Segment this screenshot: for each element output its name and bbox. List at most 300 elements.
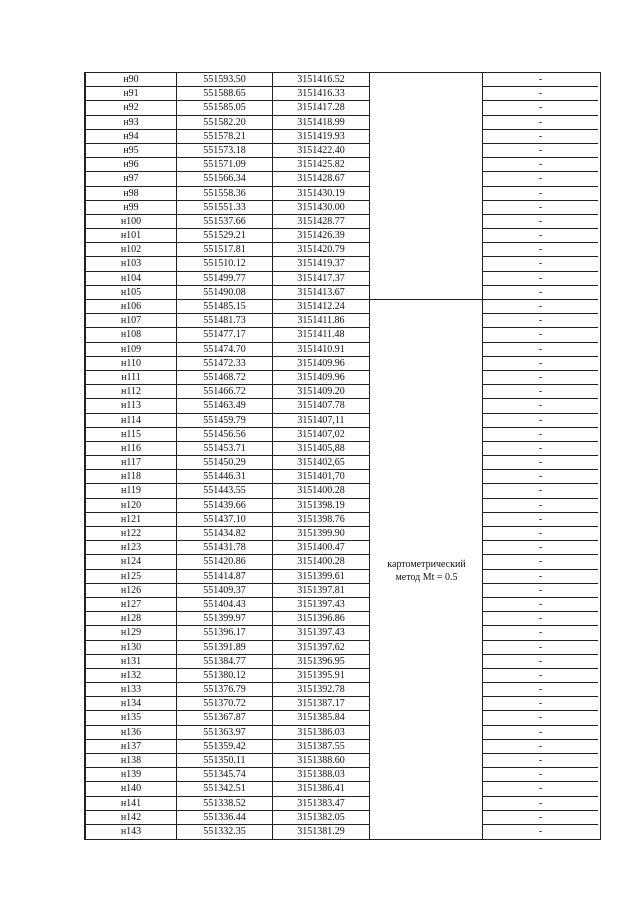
accuracy-cell: - [483,414,598,428]
table-row [85,229,600,243]
table-row [85,130,600,144]
table-row [85,655,600,669]
method-column-cell [370,811,483,825]
x-coordinate-cell: 551396.17 [177,626,273,640]
table-row [85,385,600,399]
accuracy-cell: - [483,357,598,371]
y-coordinate-cell: 3151388.60 [273,754,370,768]
table-row [85,669,600,683]
x-coordinate-cell: 551439.66 [177,499,273,513]
point-cell: н141 [85,797,177,811]
accuracy-cell: - [483,442,598,456]
x-coordinate-cell: 551456.56 [177,428,273,442]
method-column-cell [370,371,483,385]
x-coordinate-cell: 551399.97 [177,612,273,626]
table-row [85,272,600,286]
point-cell: н137 [85,740,177,754]
y-coordinate-cell: 3151400.28 [273,555,370,569]
y-coordinate-cell: 3151400.47 [273,541,370,555]
table-row [85,768,600,782]
accuracy-cell: - [483,782,598,796]
x-coordinate-cell: 551453.71 [177,442,273,456]
method-column-cell [370,541,483,555]
y-coordinate-cell: 3151395.91 [273,669,370,683]
y-coordinate-cell: 3151398.19 [273,499,370,513]
accuracy-cell: - [483,385,598,399]
x-coordinate-cell: 551551.33 [177,201,273,215]
accuracy-cell: - [538,825,543,837]
method-column-cell [370,229,483,243]
method-column-cell [370,711,483,725]
table-row [85,626,600,640]
x-coordinate-cell: 551481.73 [177,314,273,328]
method-column-cell [370,456,483,470]
y-coordinate-cell: 3151416.33 [273,87,370,101]
y-coordinate-cell: 3151396.86 [273,612,370,626]
point-cell: н96 [85,158,177,172]
accuracy-cell: - [483,158,598,172]
method-column-cell [370,484,483,498]
point-cell: н94 [85,130,177,144]
accuracy-cell: - [483,527,598,541]
point-cell: н143 [85,825,177,839]
table-row [85,740,600,754]
method-column-cell [370,116,483,130]
point-cell: н101 [85,229,177,243]
method-column-cell [370,499,483,513]
accuracy-cell: - [483,343,598,357]
method-column-cell [370,598,483,612]
accuracy-cell: - [483,243,598,257]
y-coordinate-cell: 3151407.78 [273,399,370,413]
table-row [85,243,600,257]
table-row [85,470,600,484]
table-row [85,754,600,768]
method-column-cell [370,328,483,342]
accuracy-cell: - [483,300,598,314]
x-coordinate-cell: 551571.09 [177,158,273,172]
table-row [85,399,600,413]
table-row [85,711,600,725]
accuracy-cell: - [483,470,598,484]
x-coordinate-cell: 551510.12 [177,257,273,271]
x-coordinate-cell: 551404.43 [177,598,273,612]
point-cell: н128 [85,612,177,626]
y-coordinate-cell: 3151419.93 [273,130,370,144]
x-coordinate-cell: 551409.37 [177,584,273,598]
x-coordinate-cell: 551459.79 [177,414,273,428]
method-column-cell [370,144,483,158]
method-column-cell [370,257,483,271]
point-cell: н95 [85,144,177,158]
accuracy-cell: - [483,626,598,640]
table-row [85,499,600,513]
y-coordinate-cell: 3151386.03 [273,726,370,740]
method-note [370,558,483,584]
y-coordinate-cell: 3151430.19 [273,187,370,201]
accuracy-cell: - [483,371,598,385]
x-coordinate-cell: 551380.12 [177,669,273,683]
y-coordinate-cell: 3151419.37 [273,257,370,271]
point-cell: н102 [85,243,177,257]
method-line-2: метод Mt = 0.5 [395,572,458,583]
accuracy-cell: - [483,428,598,442]
point-cell: н107 [85,314,177,328]
y-coordinate-cell: 3151397.81 [273,584,370,598]
x-coordinate-cell: 551485.15 [177,300,273,314]
x-coordinate-cell: 551588.65 [177,87,273,101]
point-cell: н125 [85,570,177,584]
accuracy-cell: - [483,116,598,130]
y-coordinate-cell: 3151422.40 [273,144,370,158]
point-cell: н139 [85,768,177,782]
accuracy-cell: - [483,484,598,498]
x-coordinate-cell: 551332.35 [177,825,273,839]
y-coordinate-cell: 3151418.99 [273,116,370,130]
x-coordinate-cell: 551585.05 [177,101,273,115]
x-coordinate-cell: 551431.78 [177,541,273,555]
y-coordinate-cell: 3151392.78 [273,683,370,697]
method-column-cell [370,73,483,87]
method-column-cell [370,87,483,101]
accuracy-cell: - [483,740,598,754]
method-column-cell [370,187,483,201]
table-row [85,158,600,172]
x-coordinate-cell: 551434.82 [177,527,273,541]
y-coordinate-cell: 3151397.43 [273,598,370,612]
y-coordinate-cell: 3151417.28 [273,101,370,115]
table-row [85,584,600,598]
table-row [85,527,600,541]
table-row [85,726,600,740]
method-column-cell [370,754,483,768]
point-cell: н90 [85,73,177,87]
point-cell: н124 [85,555,177,569]
method-column-cell [370,158,483,172]
x-coordinate-cell: 551338.52 [177,797,273,811]
method-column-cell [370,101,483,115]
method-column-cell [370,669,483,683]
y-coordinate-cell: 3151400.28 [273,484,370,498]
point-cell: н106 [85,300,177,314]
method-column-cell [370,414,483,428]
method-column-cell [370,314,483,328]
table-row [85,343,600,357]
point-cell: н118 [85,470,177,484]
accuracy-cell: - [483,570,598,584]
method-column-cell [370,612,483,626]
accuracy-cell: - [483,399,598,413]
x-coordinate-cell: 551466.72 [177,385,273,399]
accuracy-cell: - [483,797,598,811]
method-column-cell [370,626,483,640]
accuracy-cell: - [483,229,598,243]
table-row [85,612,600,626]
y-coordinate-cell: 3151430.00 [273,201,370,215]
point-cell: н132 [85,669,177,683]
accuracy-cell: - [483,598,598,612]
table-row [85,513,600,527]
point-cell: н93 [85,116,177,130]
point-cell: н117 [85,456,177,470]
x-coordinate-cell: 551582.20 [177,116,273,130]
y-coordinate-cell: 3151426.39 [273,229,370,243]
method-column-cell [370,428,483,442]
accuracy-cell: - [483,257,598,271]
method-column-cell [370,782,483,796]
x-coordinate-cell: 551477.17 [177,328,273,342]
table-row [85,187,600,201]
method-column-cell [370,655,483,669]
point-cell: н135 [85,711,177,725]
accuracy-cell: - [483,286,598,300]
accuracy-cell: - [483,73,598,87]
x-coordinate-cell: 551490.08 [177,286,273,300]
point-cell: н97 [85,172,177,186]
accuracy-cell: - [483,328,598,342]
x-coordinate-cell: 551414.87 [177,570,273,584]
x-coordinate-cell: 551336.44 [177,811,273,825]
accuracy-cell: - [483,87,598,101]
x-coordinate-cell: 551537.66 [177,215,273,229]
point-cell: н99 [85,201,177,215]
x-coordinate-cell: 551363.97 [177,726,273,740]
table-row [85,286,600,300]
y-coordinate-cell: 3151411.48 [273,328,370,342]
y-coordinate-cell: 3151401,70 [273,470,370,484]
y-coordinate-cell: 3151428.77 [273,215,370,229]
y-coordinate-cell: 3151417.37 [273,272,370,286]
table-row [85,414,600,428]
y-coordinate-cell: 3151409.20 [273,385,370,399]
point-cell: н142 [85,811,177,825]
accuracy-cell: - [483,612,598,626]
y-coordinate-cell: 3151388.03 [273,768,370,782]
point-cell: н104 [85,272,177,286]
table-row [85,555,600,569]
x-coordinate-cell: 551443.55 [177,484,273,498]
table-row [85,371,600,385]
x-coordinate-cell: 551593.50 [177,73,273,87]
x-coordinate-cell: 551350.11 [177,754,273,768]
table-row [85,300,600,314]
table-row [85,116,600,130]
method-column-cell [370,300,483,314]
point-cell: н98 [85,187,177,201]
table-row [85,87,600,101]
point-cell: н109 [85,343,177,357]
method-column-cell [370,201,483,215]
accuracy-cell: - [483,683,598,697]
table-row [85,257,600,271]
y-coordinate-cell: 3151407,11 [273,414,370,428]
y-coordinate-cell: 3151397.43 [273,626,370,640]
method-column-cell [370,726,483,740]
method-column-cell [370,797,483,811]
table-row [85,144,600,158]
y-coordinate-cell: 3151416.52 [273,73,370,87]
method-line-1: картометрический [387,559,466,570]
accuracy-cell: - [483,584,598,598]
point-cell: н122 [85,527,177,541]
y-coordinate-cell: 3151399.90 [273,527,370,541]
point-cell: н120 [85,499,177,513]
table-row [85,641,600,655]
accuracy-cell: - [483,456,598,470]
accuracy-cell: - [483,499,598,513]
x-coordinate-cell: 551558.36 [177,187,273,201]
x-coordinate-cell: 551566.34 [177,172,273,186]
table-row [85,484,600,498]
y-coordinate-cell: 3151420.79 [273,243,370,257]
accuracy-cell: - [483,726,598,740]
y-coordinate-cell: 3151387.55 [273,740,370,754]
table-row [85,328,600,342]
x-coordinate-cell: 551367.87 [177,711,273,725]
point-cell: н111 [85,371,177,385]
accuracy-cell: - [483,272,598,286]
table-row [85,101,600,115]
point-cell: н108 [85,328,177,342]
x-coordinate-cell: 551345.74 [177,768,273,782]
accuracy-cell: - [483,811,598,825]
method-column-cell [370,399,483,413]
point-cell: н110 [85,357,177,371]
x-coordinate-cell: 551437.10 [177,513,273,527]
y-coordinate-cell: 3151381.29 [273,825,370,839]
method-column-cell [370,470,483,484]
accuracy-cell: - [483,555,598,569]
x-coordinate-cell: 551474.70 [177,343,273,357]
y-coordinate-cell: 3151405,88 [273,442,370,456]
y-coordinate-cell: 3151387.17 [273,697,370,711]
coordinates-table [84,72,601,840]
y-coordinate-cell: 3151409.96 [273,357,370,371]
point-cell: н133 [85,683,177,697]
x-coordinate-cell: 551578.21 [177,130,273,144]
accuracy-cell: - [483,669,598,683]
method-column-cell [370,442,483,456]
table-row [85,201,600,215]
y-coordinate-cell: 3151398.76 [273,513,370,527]
method-column-cell [370,683,483,697]
table-row [85,782,600,796]
y-coordinate-cell: 3151409.96 [273,371,370,385]
point-cell: н130 [85,641,177,655]
point-cell: н100 [85,215,177,229]
x-coordinate-cell: 551384.77 [177,655,273,669]
point-cell: н114 [85,414,177,428]
table-row [85,825,600,839]
table-row [85,442,600,456]
x-coordinate-cell: 551391.89 [177,641,273,655]
method-column-cell [370,130,483,144]
method-column-cell [370,513,483,527]
table-row [85,172,600,186]
y-coordinate-cell: 3151411.86 [273,314,370,328]
method-column-cell [370,272,483,286]
table-row [85,683,600,697]
point-cell: н119 [85,484,177,498]
method-column-cell [370,740,483,754]
accuracy-cell: - [483,768,598,782]
accuracy-cell: - [483,541,598,555]
y-coordinate-cell: 3151410.91 [273,343,370,357]
y-coordinate-cell: 3151399.61 [273,570,370,584]
accuracy-cell: - [483,641,598,655]
y-coordinate-cell: 3151402,65 [273,456,370,470]
point-cell: н140 [85,782,177,796]
point-cell: н131 [85,655,177,669]
method-column-cell [370,641,483,655]
x-coordinate-cell: 551446.31 [177,470,273,484]
accuracy-cell: - [483,187,598,201]
point-cell: н91 [85,87,177,101]
method-column-cell [370,243,483,257]
x-coordinate-cell: 551463.49 [177,399,273,413]
method-column-cell [370,286,483,300]
method-column-cell [370,385,483,399]
accuracy-cell: - [483,201,598,215]
x-coordinate-cell: 551517.81 [177,243,273,257]
x-coordinate-cell: 551342.51 [177,782,273,796]
point-cell: н121 [85,513,177,527]
method-column-cell [370,768,483,782]
x-coordinate-cell: 551359.42 [177,740,273,754]
x-coordinate-cell: 551573.18 [177,144,273,158]
accuracy-cell: - [483,754,598,768]
table-row [85,73,600,87]
y-coordinate-cell: 3151397.62 [273,641,370,655]
x-coordinate-cell: 551450.29 [177,456,273,470]
method-column-cell [370,357,483,371]
point-cell: н112 [85,385,177,399]
table-row [85,456,600,470]
point-cell: н92 [85,101,177,115]
method-column-cell [370,825,483,839]
y-coordinate-cell: 3151382.05 [273,811,370,825]
y-coordinate-cell: 3151396.95 [273,655,370,669]
table-row [85,314,600,328]
table-row [85,428,600,442]
accuracy-cell: - [483,172,598,186]
table-row [85,215,600,229]
point-cell: н113 [85,399,177,413]
method-column-cell [370,172,483,186]
table-row [85,811,600,825]
x-coordinate-cell: 551468.72 [177,371,273,385]
method-column-cell [370,584,483,598]
x-coordinate-cell: 551472.33 [177,357,273,371]
point-cell: н105 [85,286,177,300]
y-coordinate-cell: 3151386.41 [273,782,370,796]
point-cell: н136 [85,726,177,740]
accuracy-cell: - [483,144,598,158]
table-row [85,697,600,711]
point-cell: н103 [85,257,177,271]
point-cell: н129 [85,626,177,640]
table-row [85,541,600,555]
accuracy-cell: - [483,101,598,115]
table-row [85,797,600,811]
y-coordinate-cell: 3151428.67 [273,172,370,186]
accuracy-cell: - [483,513,598,527]
point-cell: н123 [85,541,177,555]
y-coordinate-cell: 3151383.47 [273,797,370,811]
x-coordinate-cell: 551529.21 [177,229,273,243]
accuracy-cell: - [483,314,598,328]
y-coordinate-cell: 3151425.82 [273,158,370,172]
